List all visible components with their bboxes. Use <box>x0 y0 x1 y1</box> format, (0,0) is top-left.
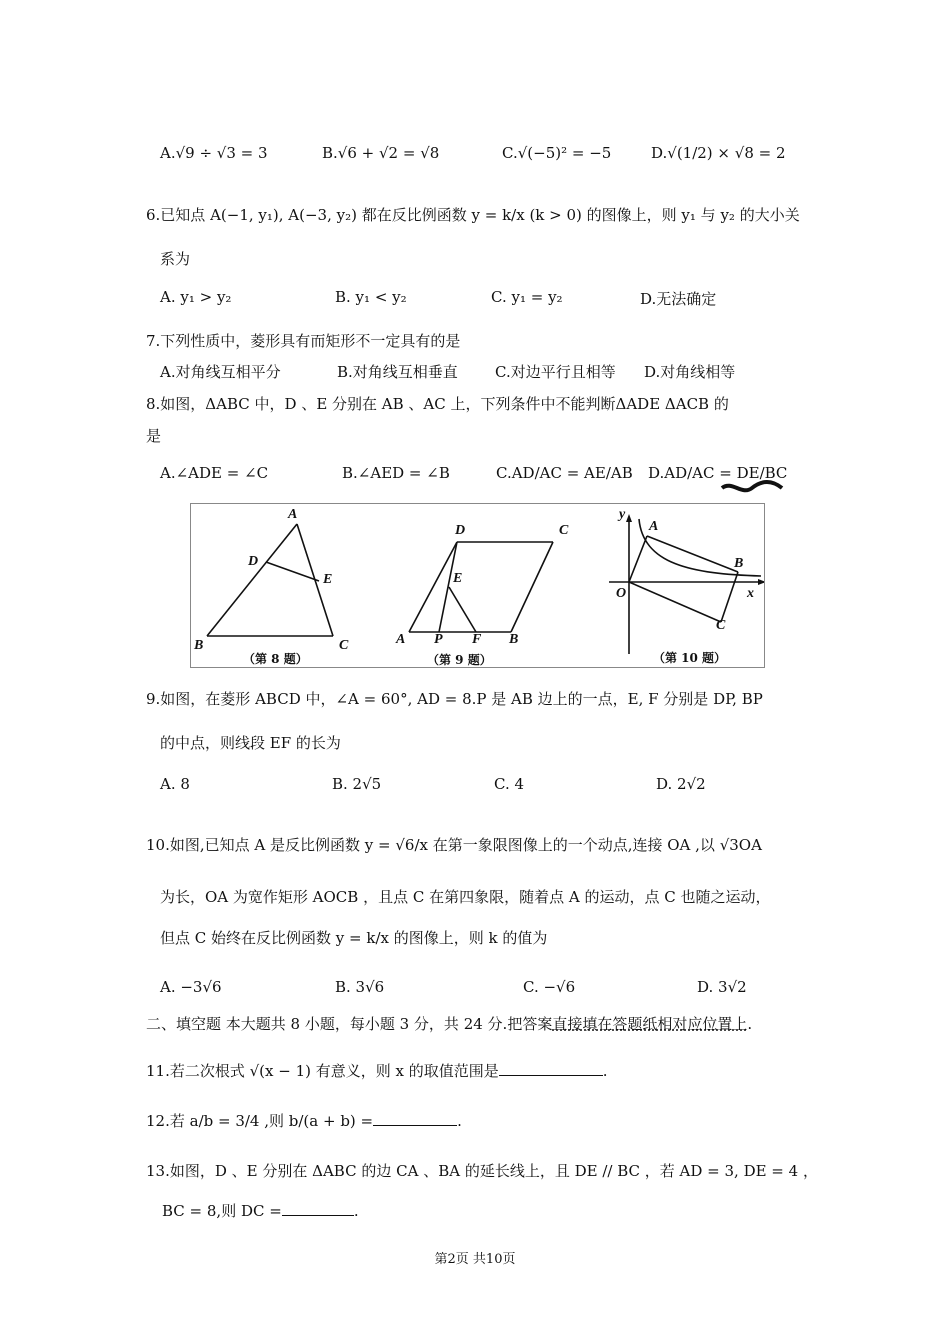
q10-stem-cont2: 但点 C 始终在反比例函数 y = k/x 的图像上，则 k 的值为 <box>160 929 548 947</box>
q10-option-c: C. −√6 <box>523 978 576 996</box>
q11 <box>146 1060 608 1081</box>
q10-stem: 10.如图,已知点 A 是反比例函数 y = √6/x 在第一象限图像上的一个动点,连接 OA ,以 √3OA <box>146 836 762 854</box>
q11-text: 11.若二次根式 √(x − 1) 有意义，则 x 的取值范围是 <box>146 1062 499 1080</box>
q7-stem: 7.下列性质中，菱形具有而矩形不一定具有的是 <box>146 332 461 350</box>
f9-label-e: E <box>453 571 463 586</box>
q13-stem-cont <box>162 1200 359 1221</box>
q8-option-c: C.AD/AC = AE/AB <box>496 464 633 482</box>
q6-option-b: B. y₁ < y₂ <box>335 288 407 306</box>
q6-stem-cont: 系为 <box>160 250 191 268</box>
f9-label-d: D <box>455 523 466 538</box>
q10-option-d: D. 3√2 <box>697 978 747 996</box>
q8-stem-cont: 是 <box>146 427 162 445</box>
q12-end: . <box>457 1112 462 1130</box>
q8-option-b: B.∠AED = ∠B <box>342 464 450 482</box>
f8-label-a: A <box>288 507 298 522</box>
q9-option-c: C. 4 <box>494 775 525 793</box>
f10-label-a: A <box>649 519 659 534</box>
f10-caption: （第 10 题） <box>653 651 727 665</box>
q6-option-a: A. y₁ > y₂ <box>160 288 232 306</box>
q9-option-b: B. 2√5 <box>332 775 382 793</box>
f9-label-p: P <box>434 632 443 647</box>
section-2-heading <box>146 1013 752 1034</box>
q5-option-a: A.√9 ÷ √3 = 3 <box>160 144 268 162</box>
q13-answer-blank[interactable] <box>282 1201 354 1216</box>
f8-label-b: B <box>194 638 204 653</box>
q6-stem: 6.已知点 A(−1, y₁), A(−3, y₂) 都在反比例函数 y = k/x (k > 0) 的图像上，则 y₁ 与 y₂ 的大小关 <box>146 206 800 224</box>
f10-label-y: y <box>619 507 626 522</box>
f9-caption: （第 9 题） <box>427 653 492 667</box>
section-2-end: . <box>747 1015 753 1033</box>
f8-label-c: C <box>339 638 349 653</box>
scribble-mark <box>720 478 786 498</box>
f10-label-o: O <box>616 586 627 601</box>
q5-option-d: D.√(1/2) × √8 = 2 <box>651 144 786 162</box>
q8-option-a: A.∠ADE = ∠C <box>160 464 269 482</box>
f9-label-c: C <box>559 523 569 538</box>
q12 <box>146 1110 462 1131</box>
q7-option-b: B.对角线互相垂直 <box>337 363 458 381</box>
q5-option-b: B.√6 + √2 = √8 <box>322 144 440 162</box>
f8-caption: （第 8 题） <box>243 652 308 666</box>
f10-label-x: x <box>747 586 754 601</box>
q10-option-a: A. −3√6 <box>160 978 222 996</box>
q10-stem-cont: 为长，OA 为宽作矩形 AOCB ，且点 C 在第四象限，随着点 A 的运动，点 C 也随之运动， <box>160 888 771 906</box>
section-2-text: 二、填空题 本大题共 8 小题，每小题 3 分，共 24 分.把答案 <box>146 1015 553 1033</box>
q9-option-d: D. 2√2 <box>656 775 706 793</box>
q11-end: . <box>602 1062 608 1080</box>
q13-end: . <box>353 1202 359 1220</box>
f9-label-a: A <box>396 632 406 647</box>
q5-option-c: C.√(−5)² = −5 <box>502 144 612 162</box>
q13-text: BC = 8,则 DC = <box>162 1202 282 1220</box>
q7-option-c: C.对边平行且相等 <box>495 363 616 381</box>
f10-label-c: C <box>716 618 726 633</box>
q10-option-b: B. 3√6 <box>335 978 385 996</box>
q9-stem: 9.如图，在菱形 ABCD 中，∠A = 60°, AD = 8.P 是 AB 边上的一点，E, F 分别是 DP, BP <box>146 690 763 708</box>
figure-panel <box>190 503 765 668</box>
page-footer: 第2页 共10页 <box>434 1252 516 1267</box>
q12-text: 12.若 a/b = 3/4 ,则 b/(a + b) = <box>146 1112 374 1130</box>
q8-option-d: D.AD/AC = DE/BC <box>648 464 788 482</box>
q6-option-d: D.无法确定 <box>640 290 717 308</box>
f9-label-f: F <box>472 632 482 647</box>
f8-label-d: D <box>248 554 259 569</box>
q6-option-c: C. y₁ = y₂ <box>491 288 563 306</box>
f8-label-e: E <box>323 572 333 587</box>
q12-answer-blank[interactable] <box>373 1111 457 1126</box>
q11-answer-blank[interactable] <box>499 1061 603 1076</box>
section-2-emphasis: 直接填在答题纸相对应位置上 <box>552 1015 748 1033</box>
q7-option-a: A.对角线互相平分 <box>160 363 281 381</box>
f10-label-b: B <box>734 556 744 571</box>
f9-label-b: B <box>509 632 519 647</box>
q9-stem-cont: 的中点，则线段 EF 的长为 <box>160 734 341 752</box>
q7-option-d: D.对角线相等 <box>644 363 736 381</box>
q8-stem: 8.如图，ΔABC 中，D 、E 分别在 AB 、AC 上，下列条件中不能判断ΔADE ΔACB 的 <box>146 395 729 413</box>
q9-option-a: A. 8 <box>160 775 190 793</box>
q13-stem: 13.如图，D 、E 分别在 ΔABC 的边 CA 、BA 的延长线上，且 DE // BC ，若 AD = 3, DE = 4 ， <box>146 1162 818 1180</box>
